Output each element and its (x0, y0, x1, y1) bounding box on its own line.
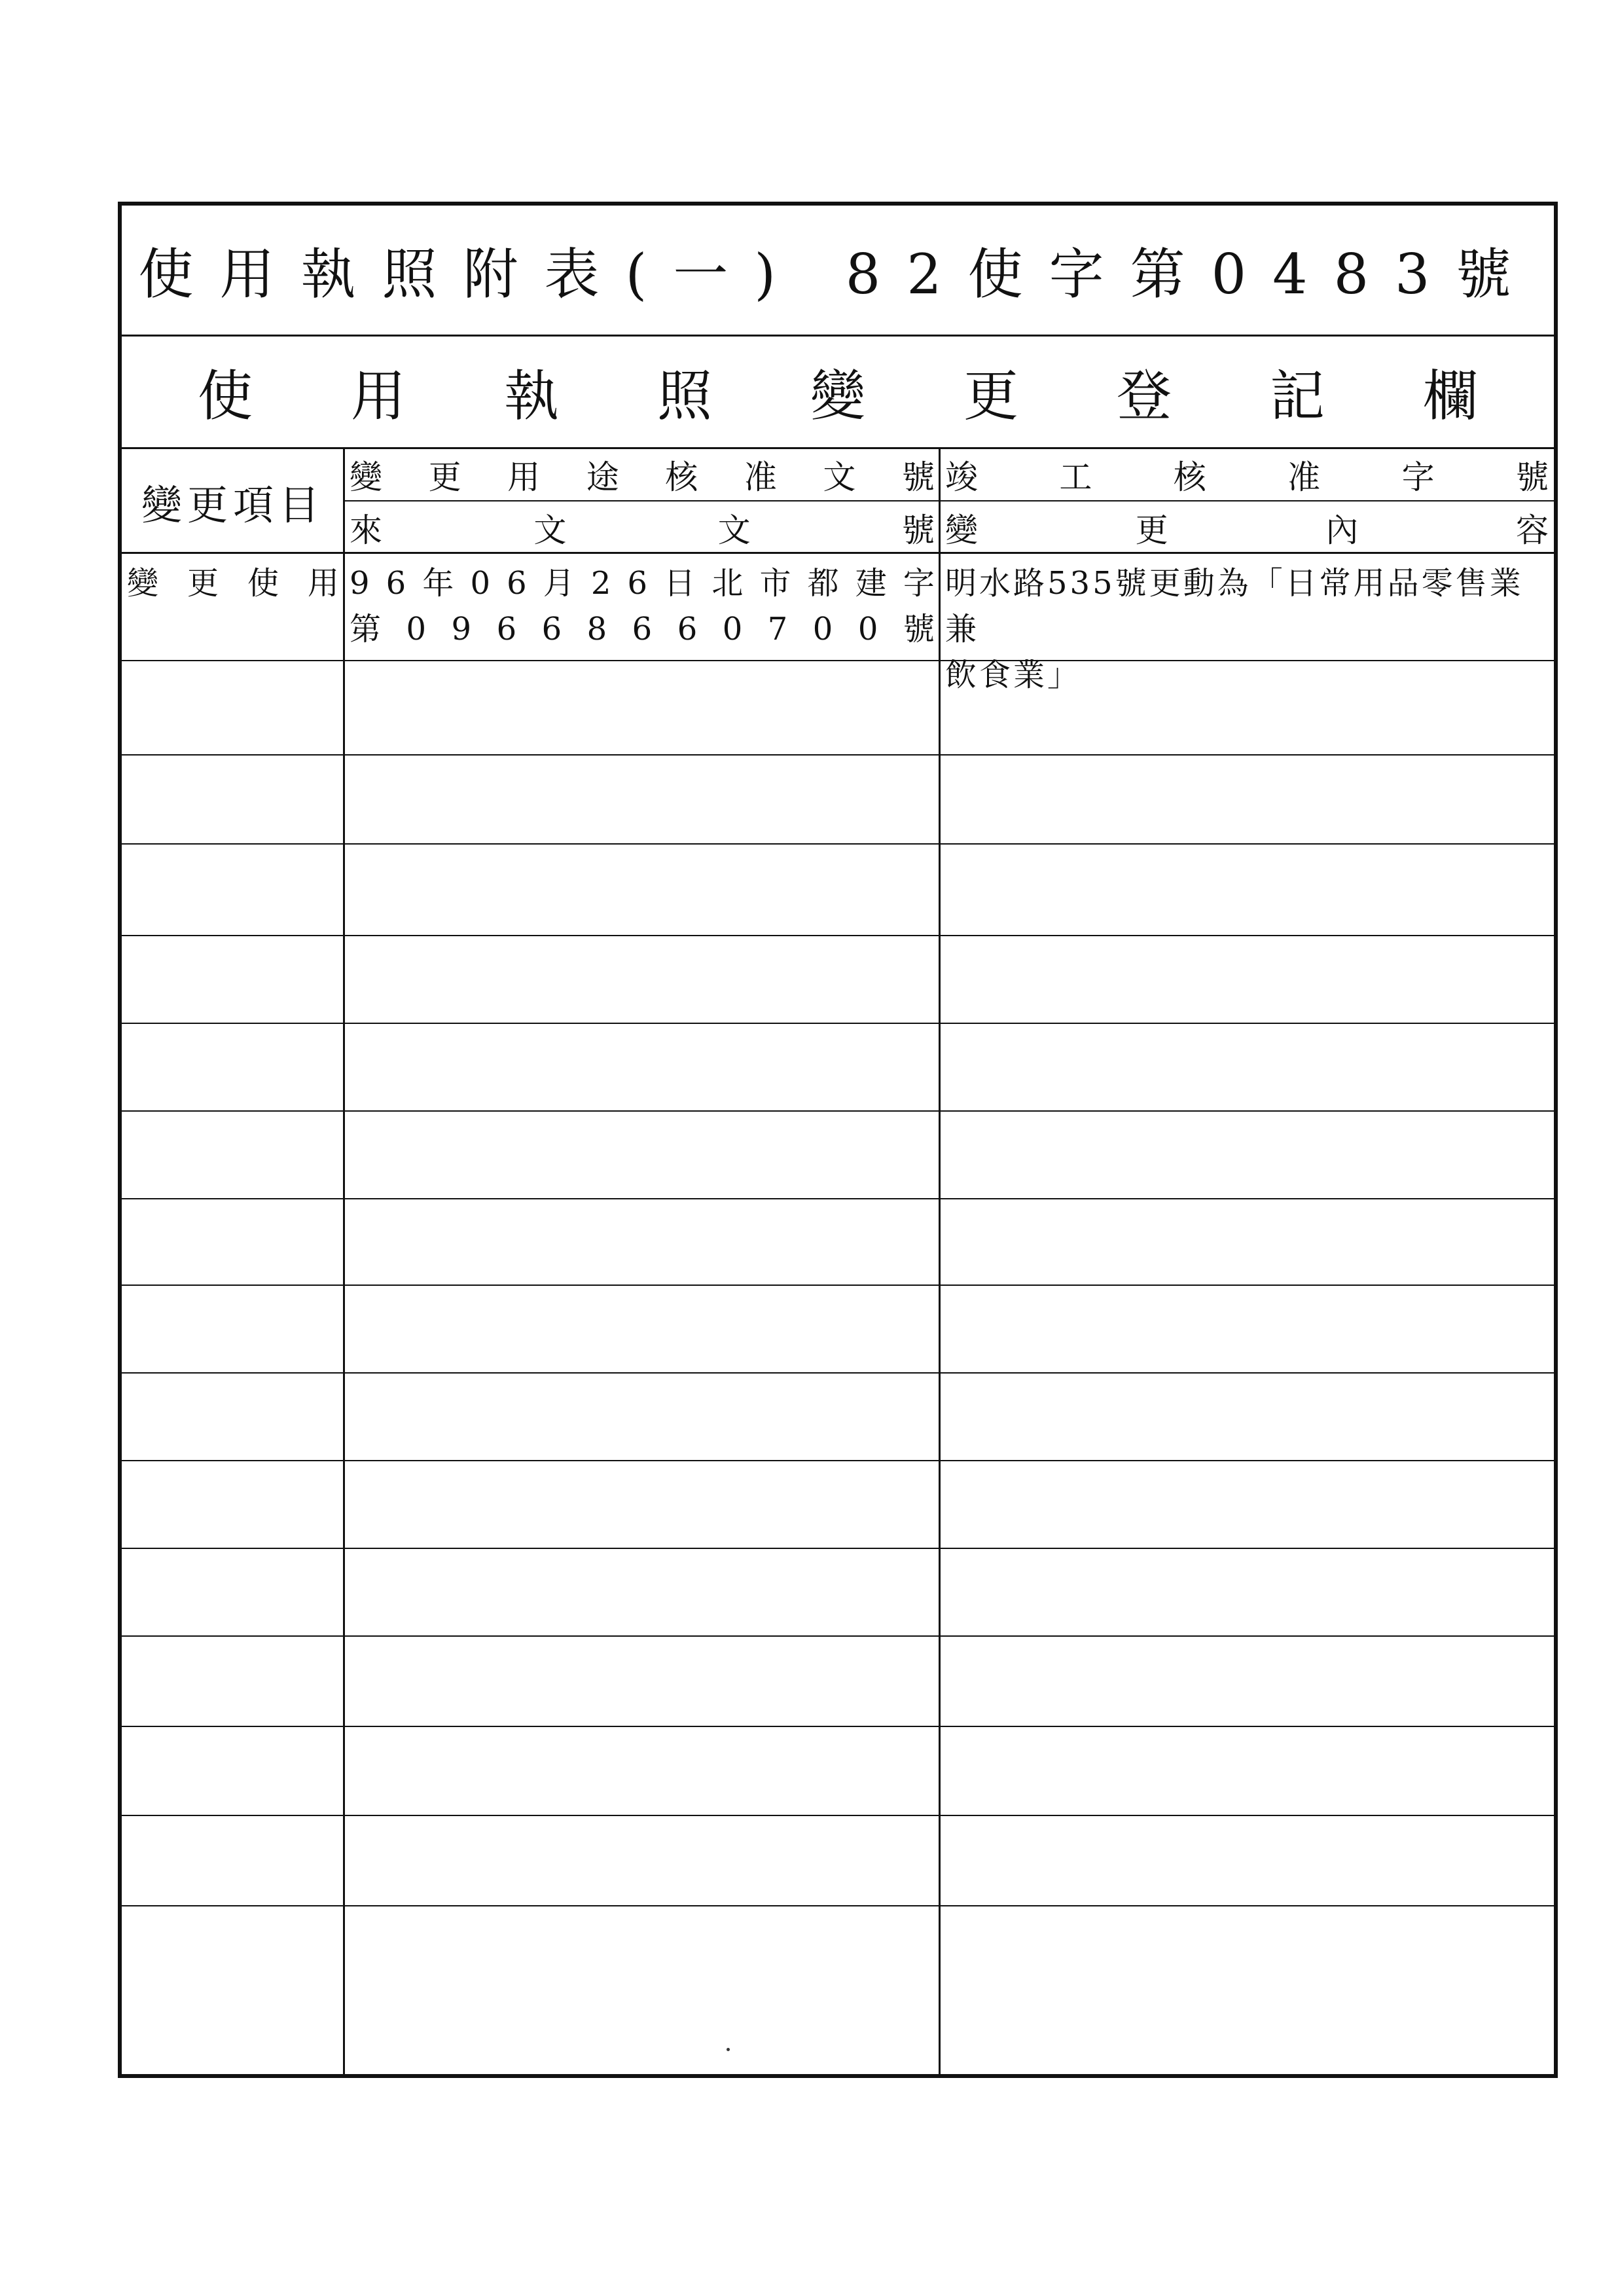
license-form (118, 202, 1577, 2078)
entry-doc-line2: 第 0 9 6 6 8 6 6 0 7 0 0 號 (350, 611, 935, 647)
form-subtitle-row (122, 337, 1577, 449)
table-row (122, 1906, 1554, 1994)
table-row (122, 1374, 1554, 1461)
form-subtitle: 使用執照變更登記欄 (198, 364, 1577, 428)
header-approval-doc-no: 變 更 用 途 核 准 文 號 (344, 449, 940, 501)
scan-speck (727, 2048, 730, 2051)
table-row (122, 1286, 1554, 1374)
entry-item: 變 更 使 用 (127, 565, 339, 602)
table-row (122, 1727, 1554, 1816)
entry-content-cell (940, 554, 1554, 693)
table-row (122, 1024, 1554, 1112)
entry-content-line1: 明水路535號更動為「日常用品零售業兼 (945, 565, 1524, 647)
table-row (122, 1637, 1554, 1727)
header-change-item: 變更項目 (141, 481, 325, 529)
table-header (122, 449, 1554, 554)
entry-doc-line1: 9 6 年 0 6 月 2 6 日 北 市 都 建 字 (350, 565, 935, 602)
table-row (122, 554, 1554, 693)
table-row (122, 1549, 1554, 1637)
header-incoming-doc-no: 來 文 文 號 (350, 511, 935, 549)
header-completion-no: 竣 工 核 准 字 號 (940, 449, 1554, 501)
table-row (122, 661, 1554, 756)
table-row (122, 1461, 1554, 1549)
form-title: 使用執照附表(一) 82使字第0483號 (138, 242, 1537, 306)
entry-content-line2: 飲食業」 (945, 657, 1082, 693)
table-row (122, 845, 1554, 936)
table-row (122, 1816, 1554, 1906)
table-row (122, 1199, 1554, 1286)
table-body (122, 554, 1554, 2074)
table-row (122, 756, 1554, 845)
header-change-content: 變 更 內 容 (945, 511, 1549, 549)
entry-item-cell (122, 554, 344, 660)
table-row (122, 936, 1554, 1024)
entry-doc-cell (344, 554, 940, 660)
table-row (122, 1112, 1554, 1199)
form-title-row (122, 206, 1554, 337)
